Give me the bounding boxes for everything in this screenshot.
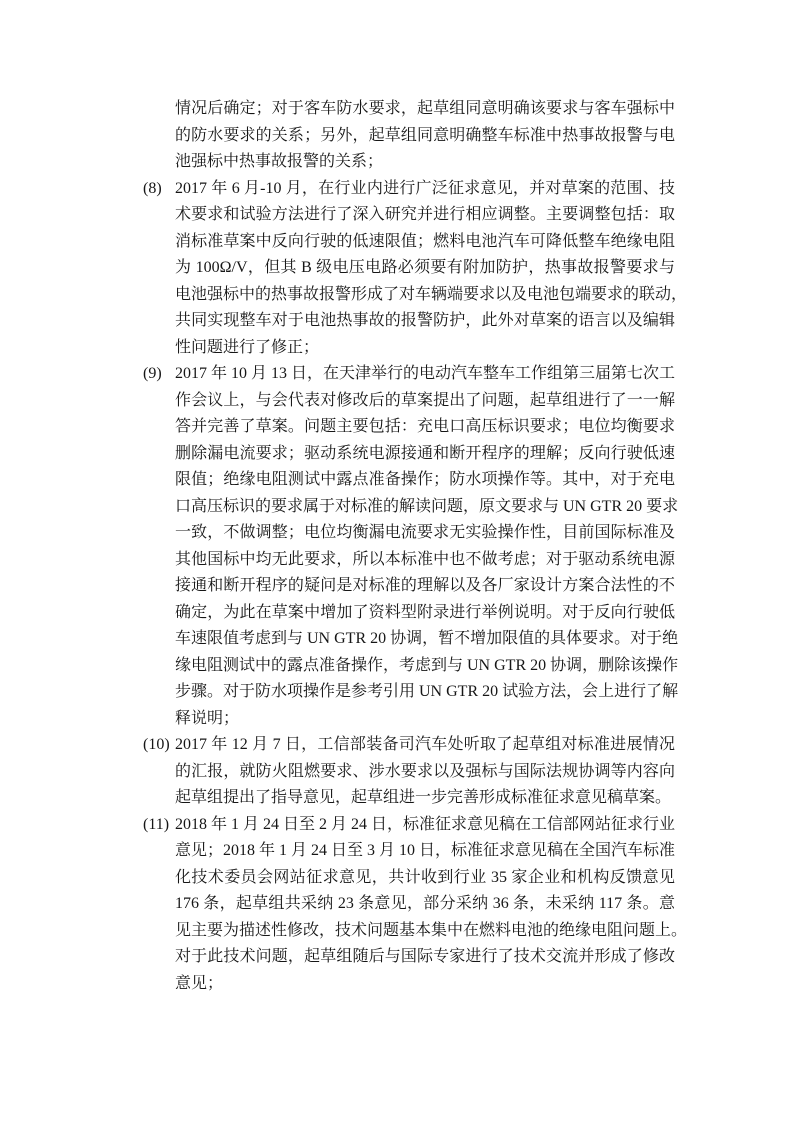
text-line: 接通和断开程序的疑问是对标准的理解以及各厂家设计方案合法性的不 <box>175 577 675 594</box>
text-line: 意见； <box>175 974 224 992</box>
list-item-8 <box>143 176 688 362</box>
text-line: 其他国标中均无此要求，所以本标准中也不做考虑；对于驱动系统电源 <box>175 550 675 568</box>
text-line: 池强标中热事故报警的关系； <box>175 153 384 170</box>
list-item-marker: (8) <box>143 179 162 197</box>
text-line: 2017 年 10 月 13 日，在天津举行的电动汽车整车工作组第三届第七次工 <box>175 365 676 382</box>
text-line: 限值；绝缘电阻测试中露点准备操作；防水项操作等。其中，对于充电 <box>175 471 675 488</box>
text-line: 性问题进行了修正； <box>175 338 320 356</box>
text-line: 情况后确定；对于客车防水要求，起草组同意明确该要求与客车强标中 <box>175 100 675 117</box>
paragraph-continuation <box>143 96 675 176</box>
text-line: 共同实现整车对于电池热事故的报警防护，此外对草案的语言以及编辑 <box>175 312 675 329</box>
text-line: 意见；2018 年 1 月 24 日至 3 月 10 日，标准征求意见稿在全国汽车标准 <box>175 842 676 859</box>
text-line: 176 条，起草组共采纳 23 条意见，部分采纳 36 条，未采纳 117 条。意 <box>175 895 675 912</box>
text-line: 电池强标中的热事故报警形成了对车辆端要求以及电池包端要求的联动， <box>175 285 688 303</box>
text-line: 2017 年 6 月-10 月，在行业内进行广泛征求意见，并对草案的范围、技 <box>175 179 675 197</box>
text-line: 作会议上，与会代表对修改后的草案提出了问题，起草组进行了一一解 <box>175 391 675 409</box>
text-line: 2017 年 12 月 7 日，工信部装备司汽车处听取了起草组对标准进展情况 <box>175 736 675 753</box>
text-line: 一致，不做调整；电位均衡漏电流要求无实验操作性，目前国际标准及 <box>175 524 675 541</box>
text-line: 2018 年 1 月 24 日至 2 月 24 日，标准征求意见稿在工信部网站征求行业 <box>175 815 676 833</box>
list-item-marker: (11) <box>143 815 170 833</box>
list-item-11 <box>143 812 688 998</box>
text-line: 的汇报，就防火阻燃要求、涉水要求以及强标与国际法规协调等内容向 <box>175 762 675 780</box>
list-item-marker: (10) <box>143 736 170 753</box>
text-line: 答并完善了草案。问题主要包括：充电口高压标识要求；电位均衡要求 <box>175 418 675 435</box>
text-line: 口高压标识的要求属于对标准的解读问题，原文要求与 UN GTR 20 要求 <box>175 497 679 515</box>
text-line: 车速限值考虑到与 UN GTR 20 协调，暂不增加限值的具体要求。对于绝 <box>175 630 679 647</box>
text-line: 为 100Ω/V，但其 B 级电压电路必须要有附加防护，热事故报警要求与 <box>175 259 675 276</box>
text-line: 消标准草案中反向行驶的低速限值；燃料电池汽车可降低整车绝缘电阻 <box>175 232 675 250</box>
list-item-9 <box>143 361 679 732</box>
text-line: 起草组提出了指导意见，起草组进一步完善形成标准征求意见稿草案。 <box>175 789 672 806</box>
text-line: 释说明； <box>175 709 240 727</box>
text-line: 的防水要求的关系；另外，起草组同意明确整车标准中热事故报警与电 <box>175 126 675 144</box>
text-line: 删除漏电流要求；驱动系统电源接通和断开程序的理解；反向行驶低速 <box>175 444 675 462</box>
list-item-10 <box>143 732 675 812</box>
text-line: 缘电阻测试中的露点准备操作，考虑到与 UN GTR 20 协调，删除该操作 <box>175 656 679 674</box>
text-line: 对于此技术问题，起草组随后与国际专家进行了技术交流并形成了修改 <box>175 948 675 965</box>
numbered-list <box>143 96 688 997</box>
text-line: 化技术委员会网站征求意见，共计收到行业 35 家企业和机构反馈意见 <box>175 868 675 886</box>
text-line: 见主要为描述性修改，技术问题基本集中在燃料电池的绝缘电阻问题上。 <box>175 921 688 939</box>
text-line: 术要求和试验方法进行了深入研究并进行相应调整。主要调整包括：取 <box>175 206 675 223</box>
text-line: 确定，为此在草案中增加了资料型附录进行举例说明。对于反向行驶低 <box>175 603 675 621</box>
text-line: 步骤。对于防水项操作是参考引用 UN GTR 20 试验方法，会上进行了解 <box>175 683 679 700</box>
list-item-marker: (9) <box>143 365 162 382</box>
